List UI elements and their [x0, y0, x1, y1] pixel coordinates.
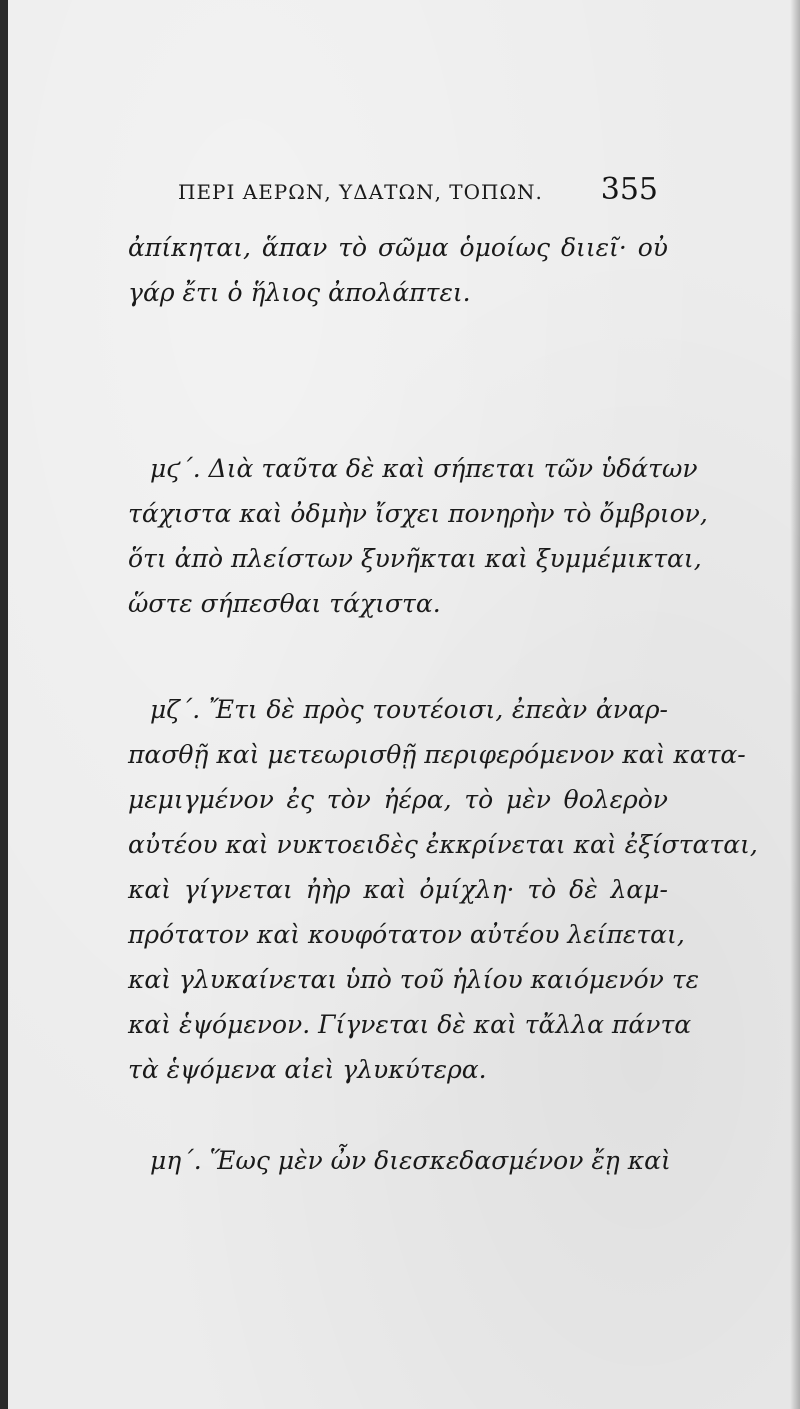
text-line: γάρ ἔτι ὁ ἥλιος ἀπολάπτει. — [128, 278, 471, 307]
running-title: ΠΕΡΙ ΑΕΡΩΝ, ΥΔΑΤΩΝ, ΤΟΠΩΝ. — [178, 180, 543, 204]
text-line: μεμιγμένον ἐς τὸν ἠέρα, τὸ μὲν θολερὸν — [128, 785, 668, 814]
paragraph-47 — [128, 687, 758, 1092]
text-line: καὶ γλυκαίνεται ὑπὸ τοῦ ἡλίου καιόμενόν τε — [128, 965, 700, 994]
text-line: ὥστε σήπεσθαι τάχιστα. — [128, 589, 441, 618]
text-line: καὶ ἑψόμενον. Γίγνεται δὲ καὶ τἄλλα πάντα — [128, 1010, 692, 1039]
text-line: αὐτέου καὶ νυκτοειδὲς ἐκκρίνεται καὶ ἐξίσταται, — [128, 830, 758, 859]
text-line: τὰ ἑψόμενα αἰεὶ γλυκύτερα. — [128, 1055, 487, 1084]
text-line: πρότατον καὶ κουφότατον αὐτέου λείπεται, — [128, 920, 685, 949]
text-line: τάχιστα καὶ ὀδμὴν ἴσχει πονηρὴν τὸ ὄμβριον, — [128, 499, 708, 528]
text-line: ὅτι ἀπὸ πλείστων ξυνῆκται καὶ ξυμμέμικται, — [128, 544, 702, 573]
paragraph-opening-line: μϛ΄. Διὰ ταῦτα δὲ καὶ σήπεται τῶν ὑδάτων — [150, 454, 698, 483]
paragraph-opening-line: μζ΄. Ἔτι δὲ πρὸς τουτέοισι, ἐπεὰν ἀναρ- — [150, 695, 668, 724]
text-line: ἀπίκηται, ἅπαν τὸ σῶμα ὁμοίως διιεῖ· οὐ — [128, 233, 668, 262]
paragraph-48 — [128, 1138, 671, 1183]
text-line: καὶ γίγνεται ἠὴρ καὶ ὀμίχλη· τὸ δὲ λαμ- — [128, 875, 668, 904]
book-page — [8, 0, 800, 1409]
paragraph-opening-line: μη΄. Ἕως μὲν ὦν διεσκεδασμένον ἔῃ καὶ — [150, 1146, 671, 1175]
page-number: 355 — [600, 172, 658, 207]
text-line: πασθῇ καὶ μετεωρισθῇ περιφερόμενον καὶ κατα- — [128, 740, 746, 769]
continuation-text — [128, 225, 668, 315]
running-header — [178, 172, 658, 212]
paragraph-46 — [128, 446, 708, 626]
